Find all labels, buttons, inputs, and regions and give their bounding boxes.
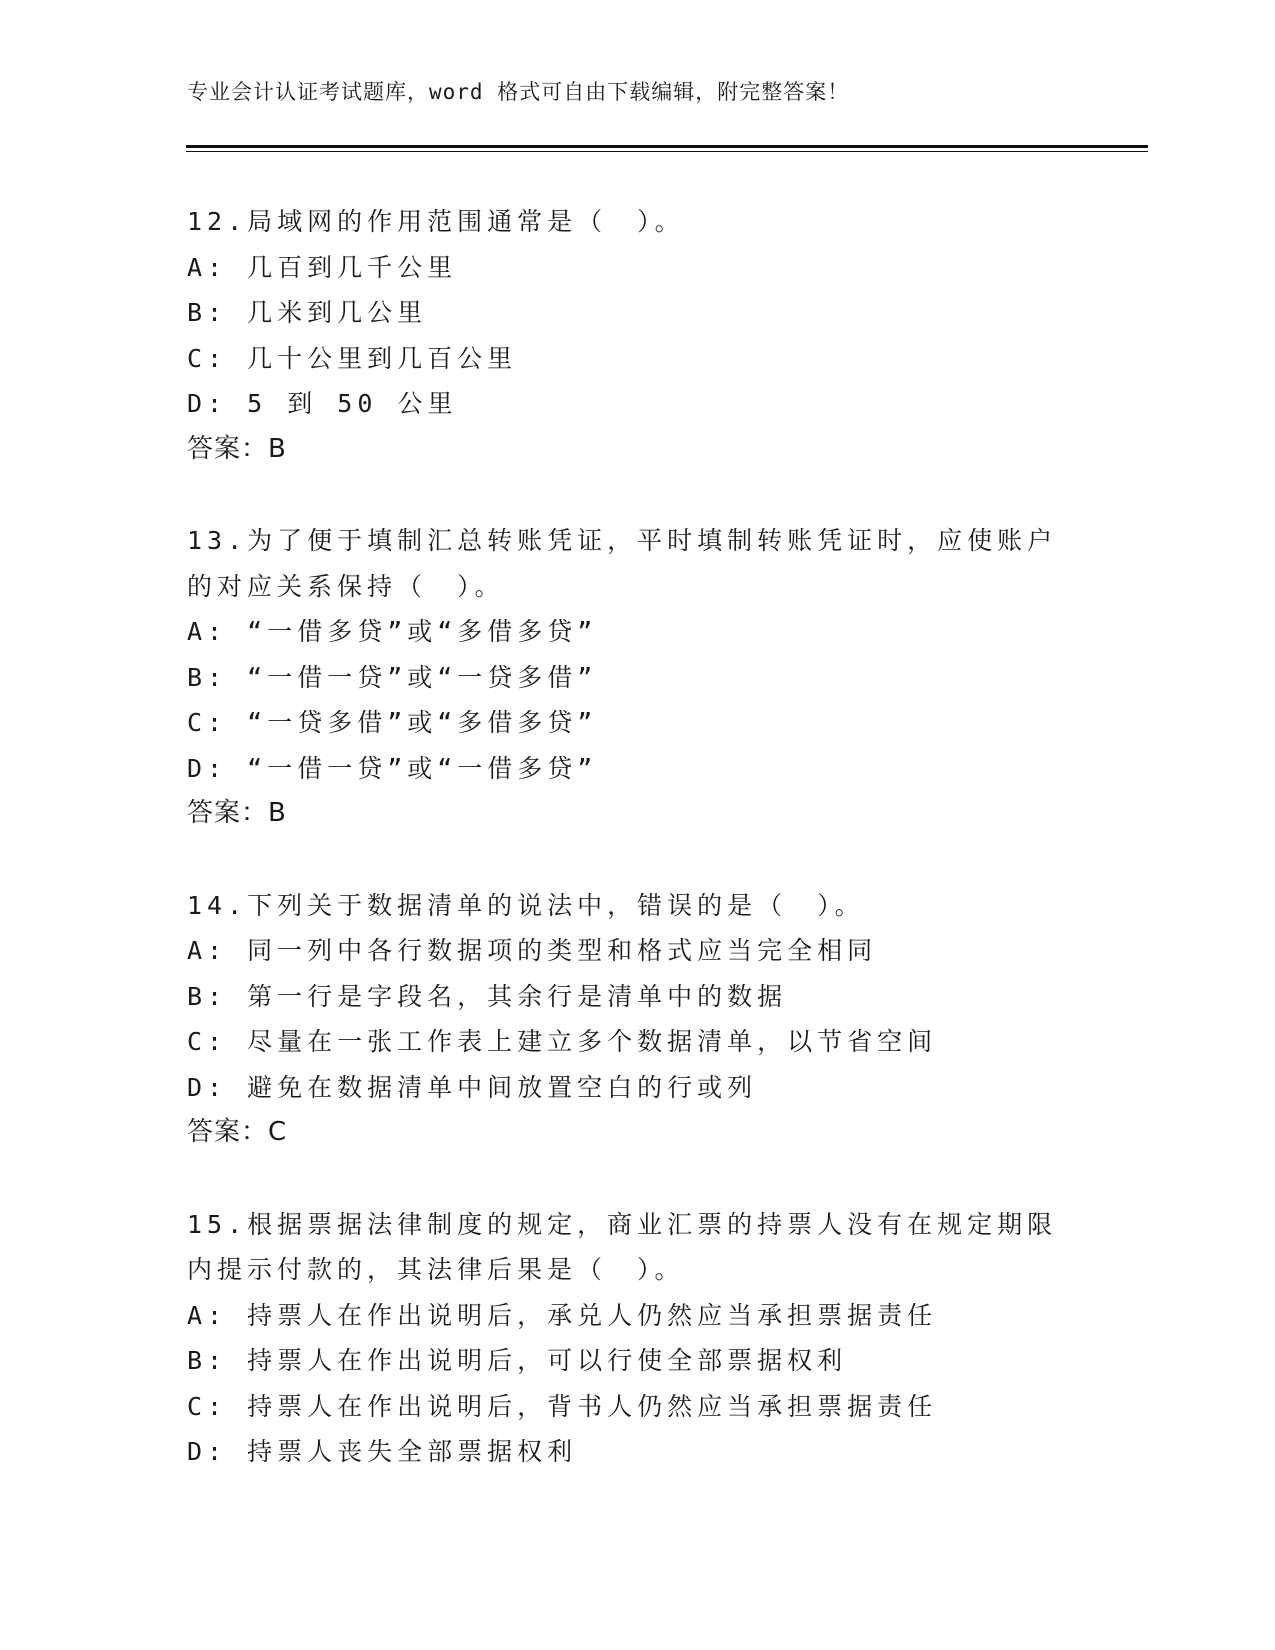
question-12 [187,199,1087,472]
option-c: C: 尽量在一张工作表上建立多个数据清单，以节省空间 [187,1027,938,1056]
page-header: 专业会计认证考试题库，word 格式可自由下载编辑，附完整答案！ [187,80,850,104]
question-14 [187,883,1087,1156]
header-rule-thick [186,145,1148,148]
question-stem: 12.局域网的作用范围通常是（ ）。 [187,207,685,236]
option-d: D: 避免在数据清单中间放置空白的行或列 [187,1072,758,1102]
option-a: A: 持票人在作出说明后，承兑人仍然应当承担票据责任 [187,1300,938,1330]
option-c: C: “一贷多借”或“多借多贷” [187,708,598,737]
answer: 答案：B [187,798,287,828]
option-b: B: 几米到几公里 [187,298,428,327]
option-b: B: 第一行是字段名，其余行是清单中的数据 [187,981,788,1011]
header-rule-thin [186,151,1148,152]
option-b: B: “一借一贷”或“一贷多借” [187,662,598,692]
option-a: A: “一借多贷”或“多借多贷” [187,617,598,646]
question-stem: 13.为了便于填制汇总转账凭证，平时填制转账凭证时，应使账户的对应关系保持（ ）。 [187,526,1058,601]
question-13 [187,518,1087,837]
option-d: D: “一借一贷”或“一借多贷” [187,753,598,783]
answer: 答案：C [187,1117,288,1147]
option-a: A: 几百到几千公里 [187,252,458,282]
question-list [187,199,1087,1521]
option-d: D: 持票人丧失全部票据权利 [187,1437,578,1466]
question-stem: 15.根据票据法律制度的规定，商业汇票的持票人没有在规定期限内提示付款的，其法律后果是（ ）。 [187,1209,1058,1284]
option-a: A: 同一列中各行数据项的类型和格式应当完全相同 [187,936,878,965]
answer: 答案：B [187,433,287,464]
option-c: C: 持票人在作出说明后，背书人仍然应当承担票据责任 [187,1391,938,1421]
option-b: B: 持票人在作出说明后，可以行使全部票据权利 [187,1346,848,1375]
question-15 [187,1202,1087,1475]
question-stem: 14.下列关于数据清单的说法中，错误的是（ ）。 [187,890,865,920]
option-c: C: 几十公里到几百公里 [187,343,518,373]
option-d: D: 5 到 50 公里 [187,389,458,418]
